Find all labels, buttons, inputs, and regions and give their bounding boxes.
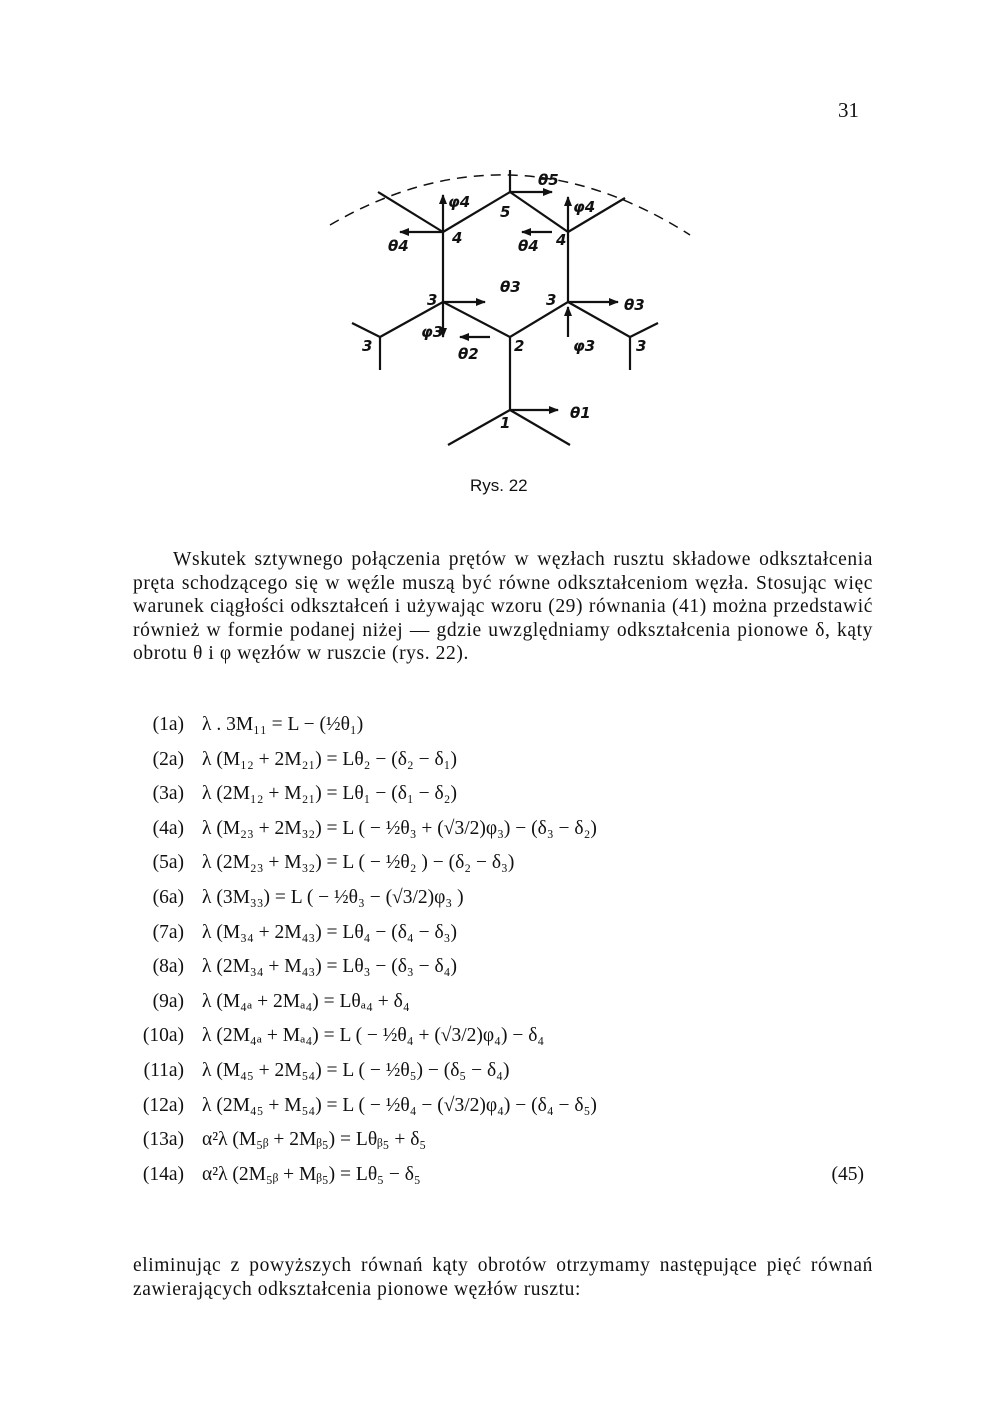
equation-label: (6a) bbox=[152, 886, 184, 908]
equation-body: λ (M₂₃ + 2M₃₂) = L ( − ½θ₃ + (√3/2)φ₃) − (δ₃ − δ₂) bbox=[202, 817, 597, 839]
label-phi4-right: φ4 bbox=[573, 198, 596, 216]
equation-row bbox=[126, 1089, 876, 1124]
equation-label: (7a) bbox=[152, 921, 184, 943]
label-node4-right: 4 bbox=[556, 231, 567, 249]
equation-label: (14a) bbox=[142, 1163, 184, 1185]
paragraph-conclusion: eliminując z powyższych równań kąty obrotów otrzymamy następujące pięć równań zawierających odkształcenia pionowe węzłów rusztu: bbox=[133, 1255, 873, 1300]
equation-label: (3a) bbox=[152, 783, 184, 805]
equation-label: (1a) bbox=[152, 714, 184, 735]
figure-caption: Rys. 22 bbox=[470, 476, 528, 495]
label-theta5: θ5 bbox=[538, 171, 559, 189]
label-theta4-left: θ4 bbox=[388, 237, 409, 255]
equation-row bbox=[126, 846, 876, 881]
label-node2: 2 bbox=[514, 337, 525, 355]
equation-body: λ (3M₃₃) = L ( − ½θ₃ − (√3/2)φ₃ ) bbox=[202, 886, 464, 908]
equation-body: λ (2M₁₂ + M₂₁) = Lθ₁ − (δ₁ − δ₂) bbox=[202, 783, 457, 805]
equation-body: λ (2M₂₃ + M₃₂) = L ( − ½θ₂ ) − (δ₂ − δ₃) bbox=[202, 852, 515, 874]
label-node3-far-left: 3 bbox=[362, 337, 373, 355]
equation-body: α²λ (M₅ᵦ + 2Mᵦ₅) = Lθᵦ₅ + δ₅ bbox=[202, 1129, 427, 1151]
equation-row bbox=[126, 708, 876, 743]
equation-row bbox=[126, 881, 876, 916]
label-node3-right: 3 bbox=[546, 291, 557, 309]
paragraph-intro: Wskutek sztywnego połączenia prętów w węzłach rusztu składowe odkształcenia pręta schodzącego się w węźle muszą być równe odkształceniom węzła. Stosując więc warunek ciągłości odkształceń i używając wzoru (29) równania (41) można przedstawić również w formie podanej niżej — gdzie uwzględniamy odkształcenia pionowe δ, kąty obrotu θ i φ węzłów w ruszcie (rys. 22). bbox=[133, 549, 873, 664]
label-phi4-left: φ4 bbox=[448, 193, 471, 211]
equation-label: (9a) bbox=[152, 990, 184, 1012]
label-theta1: θ1 bbox=[570, 404, 591, 422]
equation-body: λ . 3M₁₁ = L − (½θ₁) bbox=[202, 714, 364, 735]
equation-row bbox=[126, 1019, 876, 1054]
label-theta2: θ2 bbox=[458, 345, 479, 363]
label-theta3-right: θ3 bbox=[624, 296, 645, 314]
equation-label: (11a) bbox=[143, 1059, 184, 1081]
equation-list bbox=[126, 708, 876, 1192]
equation-body: λ (2M₄₅ + M₅₄) = L ( − ½θ₄ − (√3/2)φ₄) − (δ₄ − δ₅) bbox=[202, 1094, 597, 1116]
equation-row bbox=[126, 950, 876, 985]
figure-grid-diagram bbox=[300, 165, 720, 465]
equation-label: (4a) bbox=[152, 817, 184, 839]
equation-label: (5a) bbox=[152, 852, 184, 874]
page-number: 31 bbox=[838, 98, 859, 122]
equation-body: λ (2M₃₄ + M₄₃) = Lθ₃ − (δ₃ − δ₄) bbox=[202, 956, 457, 978]
label-phi3-right: φ3 bbox=[573, 337, 596, 355]
equation-row bbox=[126, 916, 876, 951]
equation-body: λ (M₃₄ + 2M₄₃) = Lθ₄ − (δ₄ − δ₃) bbox=[202, 921, 457, 943]
label-theta3-center: θ3 bbox=[500, 278, 521, 296]
grid-diagram-svg bbox=[300, 165, 720, 465]
equation-label: (10a) bbox=[142, 1025, 184, 1047]
equation-row bbox=[126, 1054, 876, 1089]
equation-group-number: (45) bbox=[831, 1163, 864, 1185]
equation-row bbox=[126, 1158, 876, 1193]
equation-body: λ (M₄₅ + 2M₅₄) = L ( − ½θ₅) − (δ₅ − δ₄) bbox=[202, 1059, 510, 1081]
equation-label: (12a) bbox=[142, 1094, 184, 1116]
equation-label: (8a) bbox=[152, 956, 184, 978]
equation-body: λ (2M₄ₐ + Mₐ₄) = L ( − ½θ₄ + (√3/2)φ₄) − δ₄ bbox=[202, 1025, 545, 1047]
label-node3-far-right: 3 bbox=[636, 337, 647, 355]
label-node3-left: 3 bbox=[427, 291, 438, 309]
equation-label: (13a) bbox=[142, 1129, 184, 1151]
equation-row bbox=[126, 743, 876, 778]
label-theta4-mid: θ4 bbox=[518, 237, 539, 255]
label-node1: 1 bbox=[500, 414, 511, 432]
equation-row bbox=[126, 777, 876, 812]
label-node4-left: 4 bbox=[452, 229, 463, 247]
label-node5: 5 bbox=[500, 203, 511, 221]
equation-body: λ (M₄ₐ + 2Mₐ₄) = Lθₐ₄ + δ₄ bbox=[202, 990, 410, 1012]
equation-body: α²λ (2M₅ᵦ + Mᵦ₅) = Lθ₅ − δ₅ bbox=[202, 1163, 421, 1185]
equation-body: λ (M₁₂ + 2M₂₁) = Lθ₂ − (δ₂ − δ₁) bbox=[202, 748, 457, 770]
equation-row bbox=[126, 1123, 876, 1158]
equation-row bbox=[126, 985, 876, 1020]
label-phi3-left: φ3 bbox=[421, 323, 444, 341]
equation-label: (2a) bbox=[152, 748, 184, 770]
equation-row bbox=[126, 812, 876, 847]
